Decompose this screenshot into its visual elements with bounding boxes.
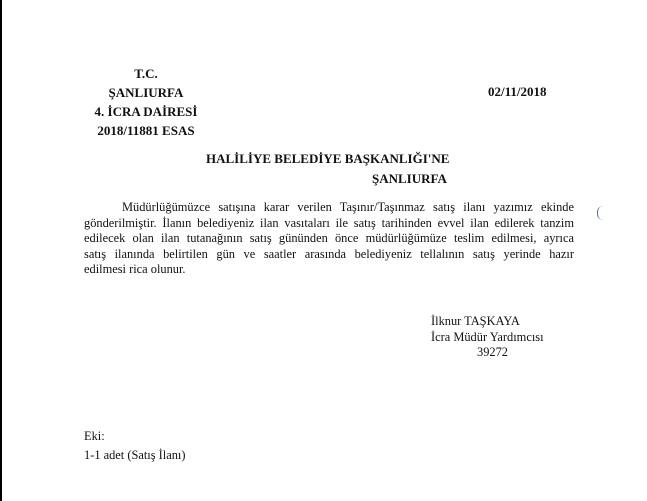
attachments-label: Eki:	[84, 429, 105, 443]
header-line-city: ŞANLIURFA	[108, 85, 184, 100]
document-date: 02/11/2018	[488, 84, 547, 99]
header-line-tc: T.C.	[134, 66, 158, 81]
header-line-case-number: 2018/11881 ESAS	[97, 123, 195, 138]
issuer-header	[86, 64, 206, 140]
body-line: Müdürlüğümüzce satışına karar verilen Taşınır/Taşınmaz satış ilanı yazımız ekinde	[122, 200, 574, 214]
body-line: edilmesi rica olunur.	[84, 262, 186, 276]
attachment-item: 1-1 adet (Satış İlanı)	[84, 448, 186, 462]
addressee	[206, 149, 450, 186]
letter-body	[84, 200, 574, 278]
header-line-office: 4. İCRA DAİRESİ	[94, 104, 198, 119]
page-edge	[0, 0, 2, 501]
pen-mark	[597, 206, 604, 220]
addressee-institution: HALİLİYE BELEDİYE BAŞKANLIĞI'NE	[206, 151, 450, 166]
addressee-city: ŞANLIURFA	[372, 171, 447, 186]
signatory-title: İcra Müdür Yardımcısı	[431, 329, 544, 344]
signatory-name: İlknur TAŞKAYA	[431, 314, 520, 328]
body-line: gönderilmiştir. İlanın belediyeniz ilan vasıtaları ile satış tarihinden evvel ilan edilerek tanzim	[84, 215, 574, 230]
attachments	[84, 427, 186, 465]
body-line: edilecek olan ilan tutanağının satış gününden önce müdürlüğümüze teslim edilmesi, ayrıca	[84, 231, 574, 245]
signatory-registry-number: 39272	[477, 345, 508, 359]
body-line: satış ilanında belirtilen gün ve saatler arasında belediyeniz tellalının satış yerinde hazır	[84, 246, 574, 261]
signature-block	[431, 314, 544, 361]
